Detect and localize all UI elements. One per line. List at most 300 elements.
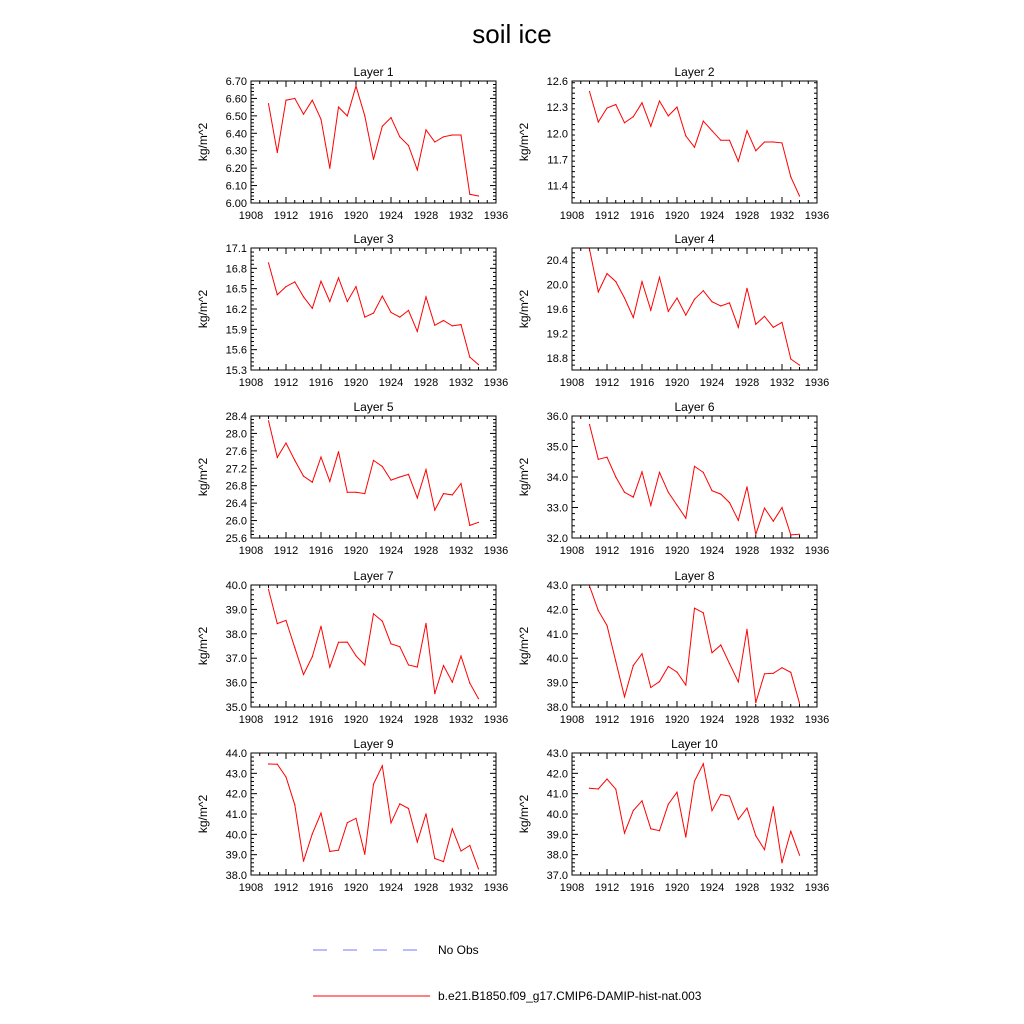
x-tick-label: 1924 xyxy=(378,377,404,389)
panel-title: Layer 7 xyxy=(353,569,394,583)
x-tick-label: 1912 xyxy=(273,377,299,389)
y-tick-label: 19.2 xyxy=(546,328,568,341)
data-point xyxy=(668,666,669,667)
data-point xyxy=(355,492,356,493)
data-point xyxy=(703,290,704,291)
data-point xyxy=(364,854,365,855)
data-point xyxy=(781,667,782,668)
data-point xyxy=(329,851,330,852)
data-point xyxy=(382,126,383,127)
data-point xyxy=(329,481,330,482)
y-tick-label: 37.0 xyxy=(546,870,568,882)
x-tick-label: 1936 xyxy=(483,714,509,726)
x-tick-label: 1920 xyxy=(343,210,369,222)
y-tick-label: 36.0 xyxy=(546,411,568,423)
y-tick-label: 35.0 xyxy=(225,702,247,714)
x-tick-label: 1932 xyxy=(769,210,795,222)
data-point xyxy=(382,621,383,622)
chart-title: soil ice xyxy=(472,19,552,49)
x-tick-label: 1932 xyxy=(448,714,474,726)
data-point xyxy=(285,620,286,621)
data-point xyxy=(417,666,418,667)
data-point xyxy=(799,703,800,704)
data-point xyxy=(347,115,348,116)
x-tick-label: 1928 xyxy=(413,210,439,222)
y-tick-label: 39.0 xyxy=(225,604,247,617)
data-point xyxy=(685,135,686,136)
panel-title: Layer 4 xyxy=(674,232,715,246)
x-tick-label: 1916 xyxy=(629,210,655,222)
y-tick-label: 34.0 xyxy=(546,472,568,484)
x-tick-label: 1932 xyxy=(769,545,795,557)
data-point xyxy=(738,327,739,328)
data-point xyxy=(790,672,791,673)
y-axis-label: kg/m^2 xyxy=(196,794,210,834)
data-point xyxy=(399,803,400,804)
x-tick-label: 1908 xyxy=(238,882,264,894)
series-line xyxy=(590,249,800,365)
data-point xyxy=(460,655,461,656)
data-point xyxy=(694,781,695,782)
data-point xyxy=(790,534,791,535)
y-tick-label: 41.0 xyxy=(546,628,568,641)
x-tick-label: 1924 xyxy=(378,210,404,222)
y-tick-label: 27.2 xyxy=(225,463,247,476)
y-tick-label: 6.20 xyxy=(225,163,247,176)
plot-frame xyxy=(572,81,817,203)
data-point xyxy=(633,665,634,666)
data-point xyxy=(320,812,321,813)
data-point xyxy=(720,305,721,306)
data-point xyxy=(434,693,435,694)
data-point xyxy=(668,115,669,116)
data-point xyxy=(598,459,599,460)
x-tick-label: 1924 xyxy=(699,714,725,726)
series-line xyxy=(590,92,800,197)
y-tick-label: 19.6 xyxy=(546,304,568,316)
y-tick-label: 28.4 xyxy=(225,411,247,423)
data-point xyxy=(294,804,295,805)
y-axis-label: kg/m^2 xyxy=(517,457,531,497)
data-point xyxy=(452,325,453,326)
data-point xyxy=(720,794,721,795)
data-point xyxy=(738,161,739,162)
data-point xyxy=(478,364,479,365)
x-tick-label: 1908 xyxy=(238,210,264,222)
y-tick-label: 11.7 xyxy=(547,154,568,167)
y-tick-label: 35.0 xyxy=(546,441,568,454)
data-point xyxy=(338,107,339,108)
data-point xyxy=(641,653,642,654)
y-tick-label: 12.6 xyxy=(546,76,568,88)
panel-title: Layer 6 xyxy=(674,400,715,414)
data-point xyxy=(443,136,444,137)
data-point xyxy=(355,286,356,287)
y-tick-label: 36.0 xyxy=(225,677,247,690)
panel-title: Layer 2 xyxy=(674,65,715,79)
y-tick-label: 27.6 xyxy=(225,445,247,458)
panels xyxy=(196,65,829,894)
data-point xyxy=(417,169,418,170)
data-point xyxy=(443,861,444,862)
data-point xyxy=(633,116,634,117)
data-point xyxy=(615,476,616,477)
x-tick-label: 1916 xyxy=(308,545,334,557)
data-point xyxy=(790,831,791,832)
x-tick-label: 1912 xyxy=(594,882,620,894)
x-tick-label: 1936 xyxy=(804,545,830,557)
y-tick-label: 41.0 xyxy=(546,788,568,801)
data-point xyxy=(676,107,677,108)
data-point xyxy=(469,845,470,846)
data-point xyxy=(417,331,418,332)
y-tick-label: 17.1 xyxy=(225,243,247,255)
data-point xyxy=(781,862,782,863)
series-line xyxy=(590,425,800,535)
data-point xyxy=(294,98,295,99)
x-tick-label: 1920 xyxy=(664,377,690,389)
y-tick-label: 28.0 xyxy=(225,428,247,441)
x-tick-label: 1936 xyxy=(804,210,830,222)
data-point xyxy=(746,486,747,487)
data-point xyxy=(478,195,479,196)
data-point xyxy=(460,324,461,325)
y-tick-label: 39.0 xyxy=(546,677,568,690)
series-line xyxy=(590,586,800,703)
y-tick-label: 44.0 xyxy=(225,748,247,760)
data-point xyxy=(615,789,616,790)
data-point xyxy=(624,492,625,493)
data-point xyxy=(312,308,313,309)
x-tick-label: 1932 xyxy=(769,714,795,726)
legend-label: b.e21.B1850.f09_g17.CMIP6-DAMIP-hist-nat.003 xyxy=(438,989,702,1003)
data-point xyxy=(294,460,295,461)
data-point xyxy=(615,281,616,282)
data-point xyxy=(469,683,470,684)
data-point xyxy=(364,664,365,665)
x-tick-label: 1924 xyxy=(699,882,725,894)
data-point xyxy=(729,140,730,141)
data-point xyxy=(478,868,479,869)
data-point xyxy=(685,836,686,837)
data-point xyxy=(729,796,730,797)
data-point xyxy=(711,810,712,811)
data-point xyxy=(469,194,470,195)
data-point xyxy=(425,129,426,130)
data-point xyxy=(390,643,391,644)
data-point xyxy=(285,286,286,287)
y-axis-label: kg/m^2 xyxy=(196,626,210,666)
y-tick-label: 16.8 xyxy=(225,263,247,276)
data-point xyxy=(364,115,365,116)
data-point xyxy=(408,808,409,809)
panel-layer-2 xyxy=(517,65,829,222)
data-point xyxy=(268,262,269,263)
data-point xyxy=(659,830,660,831)
series-line xyxy=(590,764,800,863)
x-tick-label: 1908 xyxy=(559,882,585,894)
x-tick-label: 1924 xyxy=(378,882,404,894)
data-point xyxy=(729,502,730,503)
data-point xyxy=(755,702,756,703)
data-point xyxy=(703,472,704,473)
data-point xyxy=(711,130,712,131)
data-point xyxy=(650,687,651,688)
data-point xyxy=(694,299,695,300)
y-tick-label: 40.0 xyxy=(225,829,247,842)
y-tick-label: 43.0 xyxy=(546,748,568,760)
data-point xyxy=(294,281,295,282)
x-tick-label: 1924 xyxy=(378,714,404,726)
y-tick-label: 16.5 xyxy=(225,283,247,296)
y-tick-label: 6.50 xyxy=(225,110,247,123)
data-point xyxy=(703,763,704,764)
legend-item xyxy=(313,989,702,1003)
data-point xyxy=(417,841,418,842)
data-point xyxy=(738,520,739,521)
data-point xyxy=(460,134,461,135)
x-tick-label: 1908 xyxy=(238,714,264,726)
data-point xyxy=(659,681,660,682)
data-point xyxy=(303,674,304,675)
data-point xyxy=(285,100,286,101)
data-point xyxy=(746,629,747,630)
data-point xyxy=(764,508,765,509)
y-axis-label: kg/m^2 xyxy=(517,289,531,329)
data-point xyxy=(694,466,695,467)
data-point xyxy=(320,281,321,282)
data-point xyxy=(329,667,330,668)
plot-frame xyxy=(251,416,496,538)
panel-layer-4 xyxy=(517,232,829,389)
data-point xyxy=(685,315,686,316)
y-tick-label: 15.6 xyxy=(225,344,247,357)
data-point xyxy=(452,134,453,135)
y-tick-label: 38.0 xyxy=(546,849,568,862)
y-axis-label: kg/m^2 xyxy=(517,122,531,162)
data-point xyxy=(668,492,669,493)
data-point xyxy=(443,493,444,494)
x-tick-label: 1920 xyxy=(343,882,369,894)
plot-frame xyxy=(251,753,496,875)
x-tick-label: 1916 xyxy=(629,882,655,894)
y-tick-label: 20.4 xyxy=(546,255,568,268)
data-point xyxy=(312,482,313,483)
data-point xyxy=(312,656,313,657)
data-point xyxy=(408,145,409,146)
y-tick-label: 40.0 xyxy=(546,653,568,666)
x-tick-label: 1916 xyxy=(308,377,334,389)
data-point xyxy=(755,324,756,325)
data-point xyxy=(312,833,313,834)
panel-title: Layer 10 xyxy=(671,737,718,751)
series-line xyxy=(269,263,479,365)
y-tick-label: 25.6 xyxy=(225,533,247,545)
y-tick-label: 6.30 xyxy=(225,145,247,158)
data-point xyxy=(685,518,686,519)
data-point xyxy=(373,460,374,461)
data-point xyxy=(589,91,590,92)
y-axis-label: kg/m^2 xyxy=(196,122,210,162)
y-tick-label: 38.0 xyxy=(225,870,247,882)
legend-item xyxy=(313,943,479,957)
plot-frame xyxy=(572,248,817,370)
data-point xyxy=(268,420,269,421)
x-tick-label: 1908 xyxy=(559,377,585,389)
y-tick-label: 16.2 xyxy=(225,304,247,316)
y-tick-label: 38.0 xyxy=(546,702,568,714)
data-point xyxy=(434,325,435,326)
data-point xyxy=(676,792,677,793)
x-tick-label: 1912 xyxy=(594,714,620,726)
y-axis-label: kg/m^2 xyxy=(196,289,210,329)
data-point xyxy=(478,522,479,523)
y-tick-label: 37.0 xyxy=(225,653,247,666)
data-point xyxy=(755,150,756,151)
data-point xyxy=(347,492,348,493)
x-tick-label: 1908 xyxy=(238,377,264,389)
data-point xyxy=(338,277,339,278)
data-point xyxy=(720,494,721,495)
data-point xyxy=(355,655,356,656)
y-tick-label: 11.4 xyxy=(547,180,568,193)
data-point xyxy=(589,585,590,586)
panel-layer-5 xyxy=(196,400,508,557)
x-tick-label: 1912 xyxy=(273,210,299,222)
data-point xyxy=(641,102,642,103)
y-tick-label: 43.0 xyxy=(546,580,568,592)
data-point xyxy=(452,494,453,495)
data-point xyxy=(781,322,782,323)
data-point xyxy=(373,159,374,160)
x-tick-label: 1928 xyxy=(413,714,439,726)
x-tick-label: 1912 xyxy=(273,882,299,894)
data-point xyxy=(650,828,651,829)
y-tick-label: 42.0 xyxy=(546,768,568,781)
data-point xyxy=(303,114,304,115)
data-point xyxy=(624,297,625,298)
data-point xyxy=(659,277,660,278)
panel-layer-8 xyxy=(517,569,829,726)
y-tick-label: 15.3 xyxy=(225,365,247,377)
y-tick-label: 26.8 xyxy=(225,480,247,493)
data-point xyxy=(703,612,704,613)
data-point xyxy=(720,644,721,645)
data-point xyxy=(773,327,774,328)
data-point xyxy=(676,505,677,506)
data-point xyxy=(399,646,400,647)
y-axis-label: kg/m^2 xyxy=(196,457,210,497)
y-tick-label: 6.10 xyxy=(225,180,247,193)
x-tick-label: 1936 xyxy=(804,377,830,389)
data-point xyxy=(799,534,800,535)
data-point xyxy=(764,316,765,317)
data-point xyxy=(650,505,651,506)
series-line xyxy=(269,589,479,698)
data-point xyxy=(277,623,278,624)
y-tick-label: 15.9 xyxy=(225,324,247,337)
panel-layer-10 xyxy=(517,737,829,894)
data-point xyxy=(434,141,435,142)
data-point xyxy=(694,608,695,609)
data-point xyxy=(606,778,607,779)
y-tick-label: 6.60 xyxy=(225,93,247,106)
data-point xyxy=(268,103,269,104)
data-point xyxy=(347,642,348,643)
panel-title: Layer 8 xyxy=(674,569,715,583)
x-tick-label: 1928 xyxy=(413,882,439,894)
data-point xyxy=(382,466,383,467)
data-point xyxy=(738,681,739,682)
y-tick-label: 12.0 xyxy=(546,128,568,141)
data-point xyxy=(417,497,418,498)
plot-frame xyxy=(251,248,496,370)
data-point xyxy=(390,480,391,481)
plot-frame xyxy=(251,81,496,203)
y-tick-label: 42.0 xyxy=(225,788,247,801)
data-point xyxy=(764,849,765,850)
x-tick-label: 1908 xyxy=(238,545,264,557)
data-point xyxy=(694,147,695,148)
y-tick-label: 26.4 xyxy=(225,498,247,511)
x-tick-label: 1912 xyxy=(594,545,620,557)
x-tick-label: 1924 xyxy=(378,545,404,557)
panel-layer-9 xyxy=(196,737,508,894)
data-point xyxy=(303,296,304,297)
data-point xyxy=(268,589,269,590)
y-tick-label: 40.0 xyxy=(546,809,568,821)
data-point xyxy=(633,317,634,318)
data-point xyxy=(303,476,304,477)
x-tick-label: 1908 xyxy=(559,714,585,726)
x-tick-label: 1920 xyxy=(343,714,369,726)
data-point xyxy=(373,613,374,614)
data-point xyxy=(285,442,286,443)
data-point xyxy=(799,365,800,366)
data-point xyxy=(347,822,348,823)
data-point xyxy=(434,510,435,511)
data-point xyxy=(668,804,669,805)
data-point xyxy=(659,100,660,101)
plot-frame xyxy=(572,416,817,538)
data-point xyxy=(598,121,599,122)
data-point xyxy=(443,320,444,321)
y-tick-label: 38.0 xyxy=(225,628,247,641)
data-point xyxy=(460,850,461,851)
data-point xyxy=(703,121,704,122)
data-point xyxy=(478,698,479,699)
y-tick-label: 32.0 xyxy=(546,533,568,545)
data-point xyxy=(390,822,391,823)
data-point xyxy=(285,776,286,777)
data-point xyxy=(390,117,391,118)
data-point xyxy=(277,152,278,153)
data-point xyxy=(382,296,383,297)
x-tick-label: 1928 xyxy=(734,377,760,389)
x-tick-label: 1908 xyxy=(559,210,585,222)
data-point xyxy=(799,195,800,196)
data-point xyxy=(746,288,747,289)
x-tick-label: 1928 xyxy=(734,210,760,222)
data-point xyxy=(425,623,426,624)
data-point xyxy=(790,176,791,177)
data-point xyxy=(338,850,339,851)
x-tick-label: 1928 xyxy=(413,377,439,389)
data-point xyxy=(277,457,278,458)
y-tick-label: 43.0 xyxy=(225,768,247,781)
data-point xyxy=(746,130,747,131)
data-point xyxy=(329,301,330,302)
